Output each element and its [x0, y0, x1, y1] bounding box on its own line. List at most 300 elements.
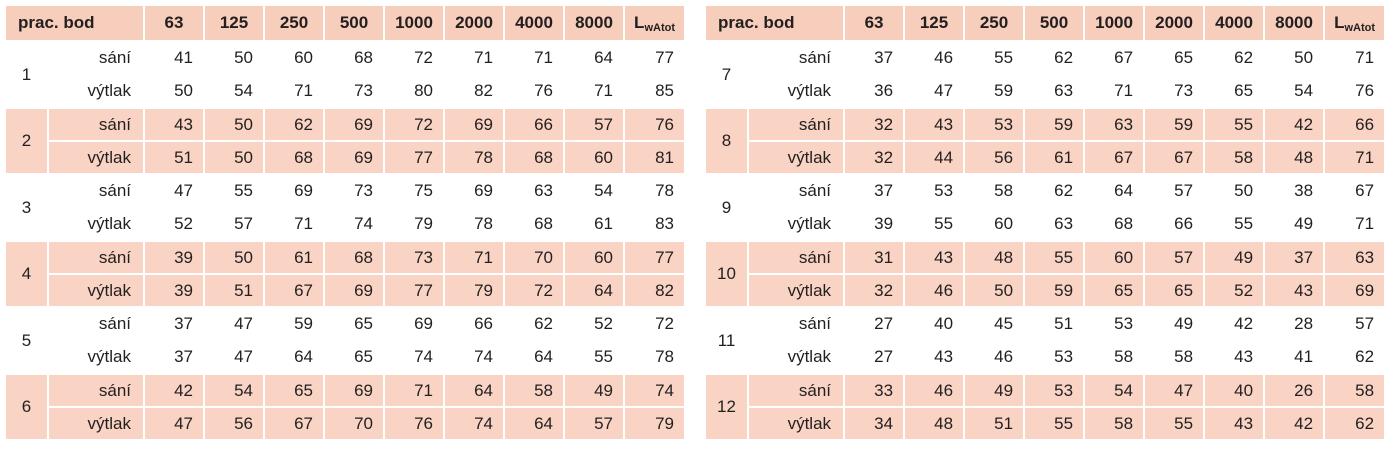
table-row — [6, 274, 684, 307]
operating-point-cell: 10 — [706, 241, 748, 308]
value-cell: 56 — [204, 407, 264, 440]
value-cell: 71 — [564, 74, 624, 107]
table-row — [6, 74, 684, 107]
value-cell: 52 — [144, 207, 204, 240]
value-cell: 37 — [844, 174, 904, 207]
value-cell: 28 — [1264, 307, 1324, 340]
value-cell: 77 — [384, 141, 444, 174]
value-cell: 53 — [1024, 374, 1084, 407]
value-cell: 59 — [264, 307, 324, 340]
table-row — [706, 340, 1384, 373]
value-cell: 69 — [324, 141, 384, 174]
mode-label-discharge: výtlak — [748, 340, 844, 373]
table-row — [6, 241, 684, 274]
mode-label-suction: sání — [48, 174, 144, 207]
value-cell: 74 — [384, 340, 444, 373]
value-cell: 40 — [1204, 374, 1264, 407]
value-cell: 63 — [1024, 74, 1084, 107]
value-cell: 64 — [1084, 174, 1144, 207]
header-frequency-250: 250 — [264, 6, 324, 41]
value-cell: 71 — [444, 41, 504, 74]
value-cell: 47 — [144, 174, 204, 207]
value-cell: 85 — [624, 74, 684, 107]
value-cell: 54 — [204, 374, 264, 407]
value-cell: 50 — [204, 108, 264, 141]
table-row — [6, 174, 684, 207]
value-cell: 39 — [844, 207, 904, 240]
value-cell: 49 — [564, 374, 624, 407]
value-cell: 50 — [204, 241, 264, 274]
value-cell: 61 — [264, 241, 324, 274]
value-cell: 63 — [1024, 207, 1084, 240]
mode-label-suction: sání — [48, 108, 144, 141]
operating-point-cell: 1 — [6, 41, 48, 108]
value-cell: 43 — [144, 108, 204, 141]
value-cell: 61 — [1024, 141, 1084, 174]
value-cell: 55 — [904, 207, 964, 240]
value-cell: 65 — [1204, 74, 1264, 107]
mode-label-discharge: výtlak — [48, 74, 144, 107]
operating-point-cell: 12 — [706, 374, 748, 441]
mode-label-suction: sání — [48, 41, 144, 74]
header-total-lwa — [1324, 6, 1384, 41]
value-cell: 80 — [384, 74, 444, 107]
value-cell: 69 — [324, 274, 384, 307]
operating-point-cell: 3 — [6, 174, 48, 241]
value-cell: 50 — [1204, 174, 1264, 207]
value-cell: 69 — [264, 174, 324, 207]
header-frequency-4000: 4000 — [1204, 6, 1264, 41]
table-row — [706, 207, 1384, 240]
value-cell: 52 — [564, 307, 624, 340]
mode-label-suction: sání — [748, 108, 844, 141]
table-row — [6, 340, 684, 373]
value-cell: 68 — [504, 141, 564, 174]
value-cell: 82 — [624, 274, 684, 307]
value-cell: 78 — [444, 141, 504, 174]
value-cell: 71 — [444, 241, 504, 274]
value-cell: 37 — [144, 307, 204, 340]
table-row — [6, 141, 684, 174]
value-cell: 69 — [444, 108, 504, 141]
value-cell: 58 — [964, 174, 1024, 207]
table-row — [706, 374, 1384, 407]
value-cell: 55 — [204, 174, 264, 207]
value-cell: 50 — [964, 274, 1024, 307]
value-cell: 26 — [1264, 374, 1324, 407]
value-cell: 58 — [1204, 141, 1264, 174]
value-cell: 65 — [324, 340, 384, 373]
value-cell: 76 — [384, 407, 444, 440]
value-cell: 74 — [444, 407, 504, 440]
value-cell: 34 — [844, 407, 904, 440]
value-cell: 61 — [564, 207, 624, 240]
value-cell: 43 — [904, 241, 964, 274]
value-cell: 51 — [964, 407, 1024, 440]
value-cell: 50 — [144, 74, 204, 107]
value-cell: 43 — [1204, 340, 1264, 373]
value-cell: 41 — [144, 41, 204, 74]
value-cell: 74 — [324, 207, 384, 240]
value-cell: 69 — [384, 307, 444, 340]
operating-point-cell: 7 — [706, 41, 748, 108]
value-cell: 65 — [1144, 274, 1204, 307]
mode-label-discharge: výtlak — [48, 407, 144, 440]
value-cell: 71 — [1084, 74, 1144, 107]
table-row — [706, 307, 1384, 340]
value-cell: 67 — [1084, 41, 1144, 74]
value-cell: 55 — [1204, 108, 1264, 141]
table-row — [6, 207, 684, 240]
value-cell: 32 — [844, 108, 904, 141]
value-cell: 27 — [844, 340, 904, 373]
value-cell: 33 — [844, 374, 904, 407]
value-cell: 75 — [384, 174, 444, 207]
value-cell: 42 — [1204, 307, 1264, 340]
value-cell: 64 — [264, 340, 324, 373]
value-cell: 64 — [564, 41, 624, 74]
value-cell: 54 — [1084, 374, 1144, 407]
header-frequency-2000: 2000 — [1144, 6, 1204, 41]
value-cell: 59 — [964, 74, 1024, 107]
value-cell: 65 — [264, 374, 324, 407]
value-cell: 57 — [1324, 307, 1384, 340]
operating-point-cell: 11 — [706, 307, 748, 374]
header-total-lwa-main: L — [634, 13, 645, 32]
value-cell: 38 — [1264, 174, 1324, 207]
value-cell: 57 — [1144, 174, 1204, 207]
value-cell: 63 — [1084, 108, 1144, 141]
value-cell: 64 — [564, 274, 624, 307]
value-cell: 60 — [564, 141, 624, 174]
value-cell: 55 — [1024, 241, 1084, 274]
header-frequency-125: 125 — [904, 6, 964, 41]
mode-label-suction: sání — [48, 374, 144, 407]
value-cell: 77 — [624, 41, 684, 74]
value-cell: 60 — [264, 41, 324, 74]
value-cell: 50 — [204, 141, 264, 174]
value-cell: 67 — [1144, 141, 1204, 174]
mode-label-suction: sání — [48, 307, 144, 340]
value-cell: 66 — [1144, 207, 1204, 240]
value-cell: 41 — [1264, 340, 1324, 373]
value-cell: 57 — [564, 108, 624, 141]
table-row — [6, 41, 684, 74]
mode-label-discharge: výtlak — [48, 274, 144, 307]
sound-power-table-right — [706, 6, 1384, 441]
value-cell: 47 — [904, 74, 964, 107]
value-cell: 47 — [144, 407, 204, 440]
value-cell: 71 — [504, 41, 564, 74]
value-cell: 36 — [844, 74, 904, 107]
value-cell: 60 — [1084, 241, 1144, 274]
table-row — [706, 407, 1384, 440]
mode-label-discharge: výtlak — [48, 141, 144, 174]
value-cell: 56 — [964, 141, 1024, 174]
value-cell: 55 — [1144, 407, 1204, 440]
value-cell: 57 — [204, 207, 264, 240]
value-cell: 39 — [144, 274, 204, 307]
value-cell: 58 — [1084, 340, 1144, 373]
value-cell: 49 — [964, 374, 1024, 407]
value-cell: 78 — [624, 340, 684, 373]
value-cell: 59 — [1144, 108, 1204, 141]
header-total-lwa — [624, 6, 684, 41]
mode-label-suction: sání — [748, 374, 844, 407]
value-cell: 43 — [904, 108, 964, 141]
value-cell: 64 — [444, 374, 504, 407]
value-cell: 78 — [444, 207, 504, 240]
value-cell: 65 — [1144, 41, 1204, 74]
value-cell: 46 — [904, 41, 964, 74]
value-cell: 66 — [444, 307, 504, 340]
table-row — [6, 407, 684, 440]
value-cell: 48 — [1264, 141, 1324, 174]
mode-label-discharge: výtlak — [748, 407, 844, 440]
mode-label-discharge: výtlak — [748, 207, 844, 240]
value-cell: 69 — [1324, 274, 1384, 307]
value-cell: 53 — [964, 108, 1024, 141]
value-cell: 63 — [1324, 241, 1384, 274]
header-frequency-63: 63 — [844, 6, 904, 41]
table-row — [706, 74, 1384, 107]
header-frequency-125: 125 — [204, 6, 264, 41]
operating-point-cell: 9 — [706, 174, 748, 241]
table-right-container — [706, 6, 1384, 441]
value-cell: 54 — [204, 74, 264, 107]
value-cell: 32 — [844, 141, 904, 174]
value-cell: 83 — [624, 207, 684, 240]
header-frequency-500: 500 — [324, 6, 384, 41]
value-cell: 57 — [1144, 241, 1204, 274]
value-cell: 76 — [624, 108, 684, 141]
value-cell: 53 — [1084, 307, 1144, 340]
value-cell: 73 — [324, 174, 384, 207]
header-frequency-2000: 2000 — [444, 6, 504, 41]
operating-point-cell: 5 — [6, 307, 48, 374]
value-cell: 79 — [384, 207, 444, 240]
value-cell: 55 — [564, 340, 624, 373]
table-header-row — [706, 6, 1384, 41]
value-cell: 64 — [504, 407, 564, 440]
value-cell: 68 — [264, 141, 324, 174]
operating-point-cell: 8 — [706, 108, 748, 175]
table-row — [706, 274, 1384, 307]
operating-point-cell: 2 — [6, 108, 48, 175]
value-cell: 76 — [1324, 74, 1384, 107]
value-cell: 72 — [384, 41, 444, 74]
value-cell: 71 — [264, 74, 324, 107]
value-cell: 62 — [264, 108, 324, 141]
value-cell: 40 — [904, 307, 964, 340]
value-cell: 62 — [1324, 340, 1384, 373]
value-cell: 71 — [1324, 207, 1384, 240]
value-cell: 55 — [1024, 407, 1084, 440]
value-cell: 43 — [904, 340, 964, 373]
value-cell: 68 — [1084, 207, 1144, 240]
value-cell: 73 — [384, 241, 444, 274]
table-row — [6, 307, 684, 340]
header-frequency-250: 250 — [964, 6, 1024, 41]
value-cell: 27 — [844, 307, 904, 340]
table-row — [706, 141, 1384, 174]
value-cell: 53 — [1024, 340, 1084, 373]
header-total-lwa-subscript: wAtot — [1344, 22, 1375, 34]
mode-label-suction: sání — [48, 241, 144, 274]
value-cell: 51 — [204, 274, 264, 307]
value-cell: 69 — [444, 174, 504, 207]
value-cell: 46 — [964, 340, 1024, 373]
value-cell: 68 — [504, 207, 564, 240]
table-left-container — [6, 6, 684, 441]
value-cell: 68 — [324, 241, 384, 274]
value-cell: 48 — [964, 241, 1024, 274]
value-cell: 42 — [1264, 407, 1324, 440]
value-cell: 71 — [264, 207, 324, 240]
table-row — [6, 108, 684, 141]
value-cell: 70 — [324, 407, 384, 440]
header-frequency-63: 63 — [144, 6, 204, 41]
value-cell: 43 — [1204, 407, 1264, 440]
value-cell: 59 — [1024, 108, 1084, 141]
value-cell: 62 — [1024, 41, 1084, 74]
value-cell: 42 — [144, 374, 204, 407]
value-cell: 67 — [264, 274, 324, 307]
value-cell: 73 — [1144, 74, 1204, 107]
value-cell: 79 — [444, 274, 504, 307]
value-cell: 69 — [324, 374, 384, 407]
header-operating-point: prac. bod — [6, 6, 144, 41]
value-cell: 66 — [1324, 108, 1384, 141]
value-cell: 77 — [384, 274, 444, 307]
value-cell: 62 — [1024, 174, 1084, 207]
value-cell: 44 — [904, 141, 964, 174]
value-cell: 71 — [384, 374, 444, 407]
value-cell: 49 — [1204, 241, 1264, 274]
value-cell: 71 — [1324, 41, 1384, 74]
value-cell: 74 — [624, 374, 684, 407]
value-cell: 37 — [1264, 241, 1324, 274]
mode-label-suction: sání — [748, 241, 844, 274]
value-cell: 73 — [324, 74, 384, 107]
value-cell: 37 — [844, 41, 904, 74]
value-cell: 65 — [324, 307, 384, 340]
value-cell: 51 — [144, 141, 204, 174]
value-cell: 42 — [1264, 108, 1324, 141]
header-operating-point: prac. bod — [706, 6, 844, 41]
value-cell: 54 — [1264, 74, 1324, 107]
value-cell: 67 — [1324, 174, 1384, 207]
value-cell: 49 — [1144, 307, 1204, 340]
value-cell: 47 — [204, 340, 264, 373]
value-cell: 69 — [324, 108, 384, 141]
value-cell: 58 — [1084, 407, 1144, 440]
mode-label-discharge: výtlak — [748, 141, 844, 174]
mode-label-discharge: výtlak — [48, 207, 144, 240]
value-cell: 67 — [264, 407, 324, 440]
value-cell: 66 — [504, 108, 564, 141]
mode-label-discharge: výtlak — [748, 74, 844, 107]
value-cell: 47 — [204, 307, 264, 340]
value-cell: 50 — [204, 41, 264, 74]
value-cell: 58 — [1144, 340, 1204, 373]
value-cell: 53 — [904, 174, 964, 207]
table-header-row — [6, 6, 684, 41]
value-cell: 31 — [844, 241, 904, 274]
value-cell: 46 — [904, 274, 964, 307]
header-frequency-8000: 8000 — [1264, 6, 1324, 41]
mode-label-suction: sání — [748, 41, 844, 74]
value-cell: 67 — [1084, 141, 1144, 174]
operating-point-cell: 4 — [6, 241, 48, 308]
value-cell: 49 — [1264, 207, 1324, 240]
value-cell: 60 — [564, 241, 624, 274]
header-frequency-1000: 1000 — [1084, 6, 1144, 41]
value-cell: 63 — [504, 174, 564, 207]
value-cell: 71 — [1324, 141, 1384, 174]
value-cell: 72 — [624, 307, 684, 340]
header-total-lwa-main: L — [1334, 13, 1345, 32]
value-cell: 60 — [964, 207, 1024, 240]
mode-label-suction: sání — [748, 174, 844, 207]
value-cell: 72 — [384, 108, 444, 141]
table-row — [706, 41, 1384, 74]
value-cell: 77 — [624, 241, 684, 274]
table-row — [6, 374, 684, 407]
value-cell: 76 — [504, 74, 564, 107]
value-cell: 47 — [1144, 374, 1204, 407]
value-cell: 50 — [1264, 41, 1324, 74]
value-cell: 62 — [1204, 41, 1264, 74]
value-cell: 57 — [564, 407, 624, 440]
value-cell: 37 — [144, 340, 204, 373]
value-cell: 72 — [504, 274, 564, 307]
value-cell: 65 — [1084, 274, 1144, 307]
value-cell: 32 — [844, 274, 904, 307]
mode-label-suction: sání — [748, 307, 844, 340]
value-cell: 46 — [904, 374, 964, 407]
value-cell: 52 — [1204, 274, 1264, 307]
value-cell: 58 — [504, 374, 564, 407]
header-total-lwa-subscript: wAtot — [644, 22, 675, 34]
value-cell: 55 — [1204, 207, 1264, 240]
header-frequency-4000: 4000 — [504, 6, 564, 41]
value-cell: 54 — [564, 174, 624, 207]
sound-power-table-left — [6, 6, 684, 441]
value-cell: 39 — [144, 241, 204, 274]
value-cell: 62 — [504, 307, 564, 340]
value-cell: 81 — [624, 141, 684, 174]
value-cell: 55 — [964, 41, 1024, 74]
header-frequency-1000: 1000 — [384, 6, 444, 41]
value-cell: 48 — [904, 407, 964, 440]
operating-point-cell: 6 — [6, 374, 48, 441]
table-row — [706, 174, 1384, 207]
table-row — [706, 108, 1384, 141]
mode-label-discharge: výtlak — [748, 274, 844, 307]
value-cell: 78 — [624, 174, 684, 207]
value-cell: 70 — [504, 241, 564, 274]
value-cell: 45 — [964, 307, 1024, 340]
value-cell: 51 — [1024, 307, 1084, 340]
header-frequency-500: 500 — [1024, 6, 1084, 41]
value-cell: 62 — [1324, 407, 1384, 440]
mode-label-discharge: výtlak — [48, 340, 144, 373]
value-cell: 58 — [1324, 374, 1384, 407]
header-frequency-8000: 8000 — [564, 6, 624, 41]
value-cell: 64 — [504, 340, 564, 373]
value-cell: 59 — [1024, 274, 1084, 307]
